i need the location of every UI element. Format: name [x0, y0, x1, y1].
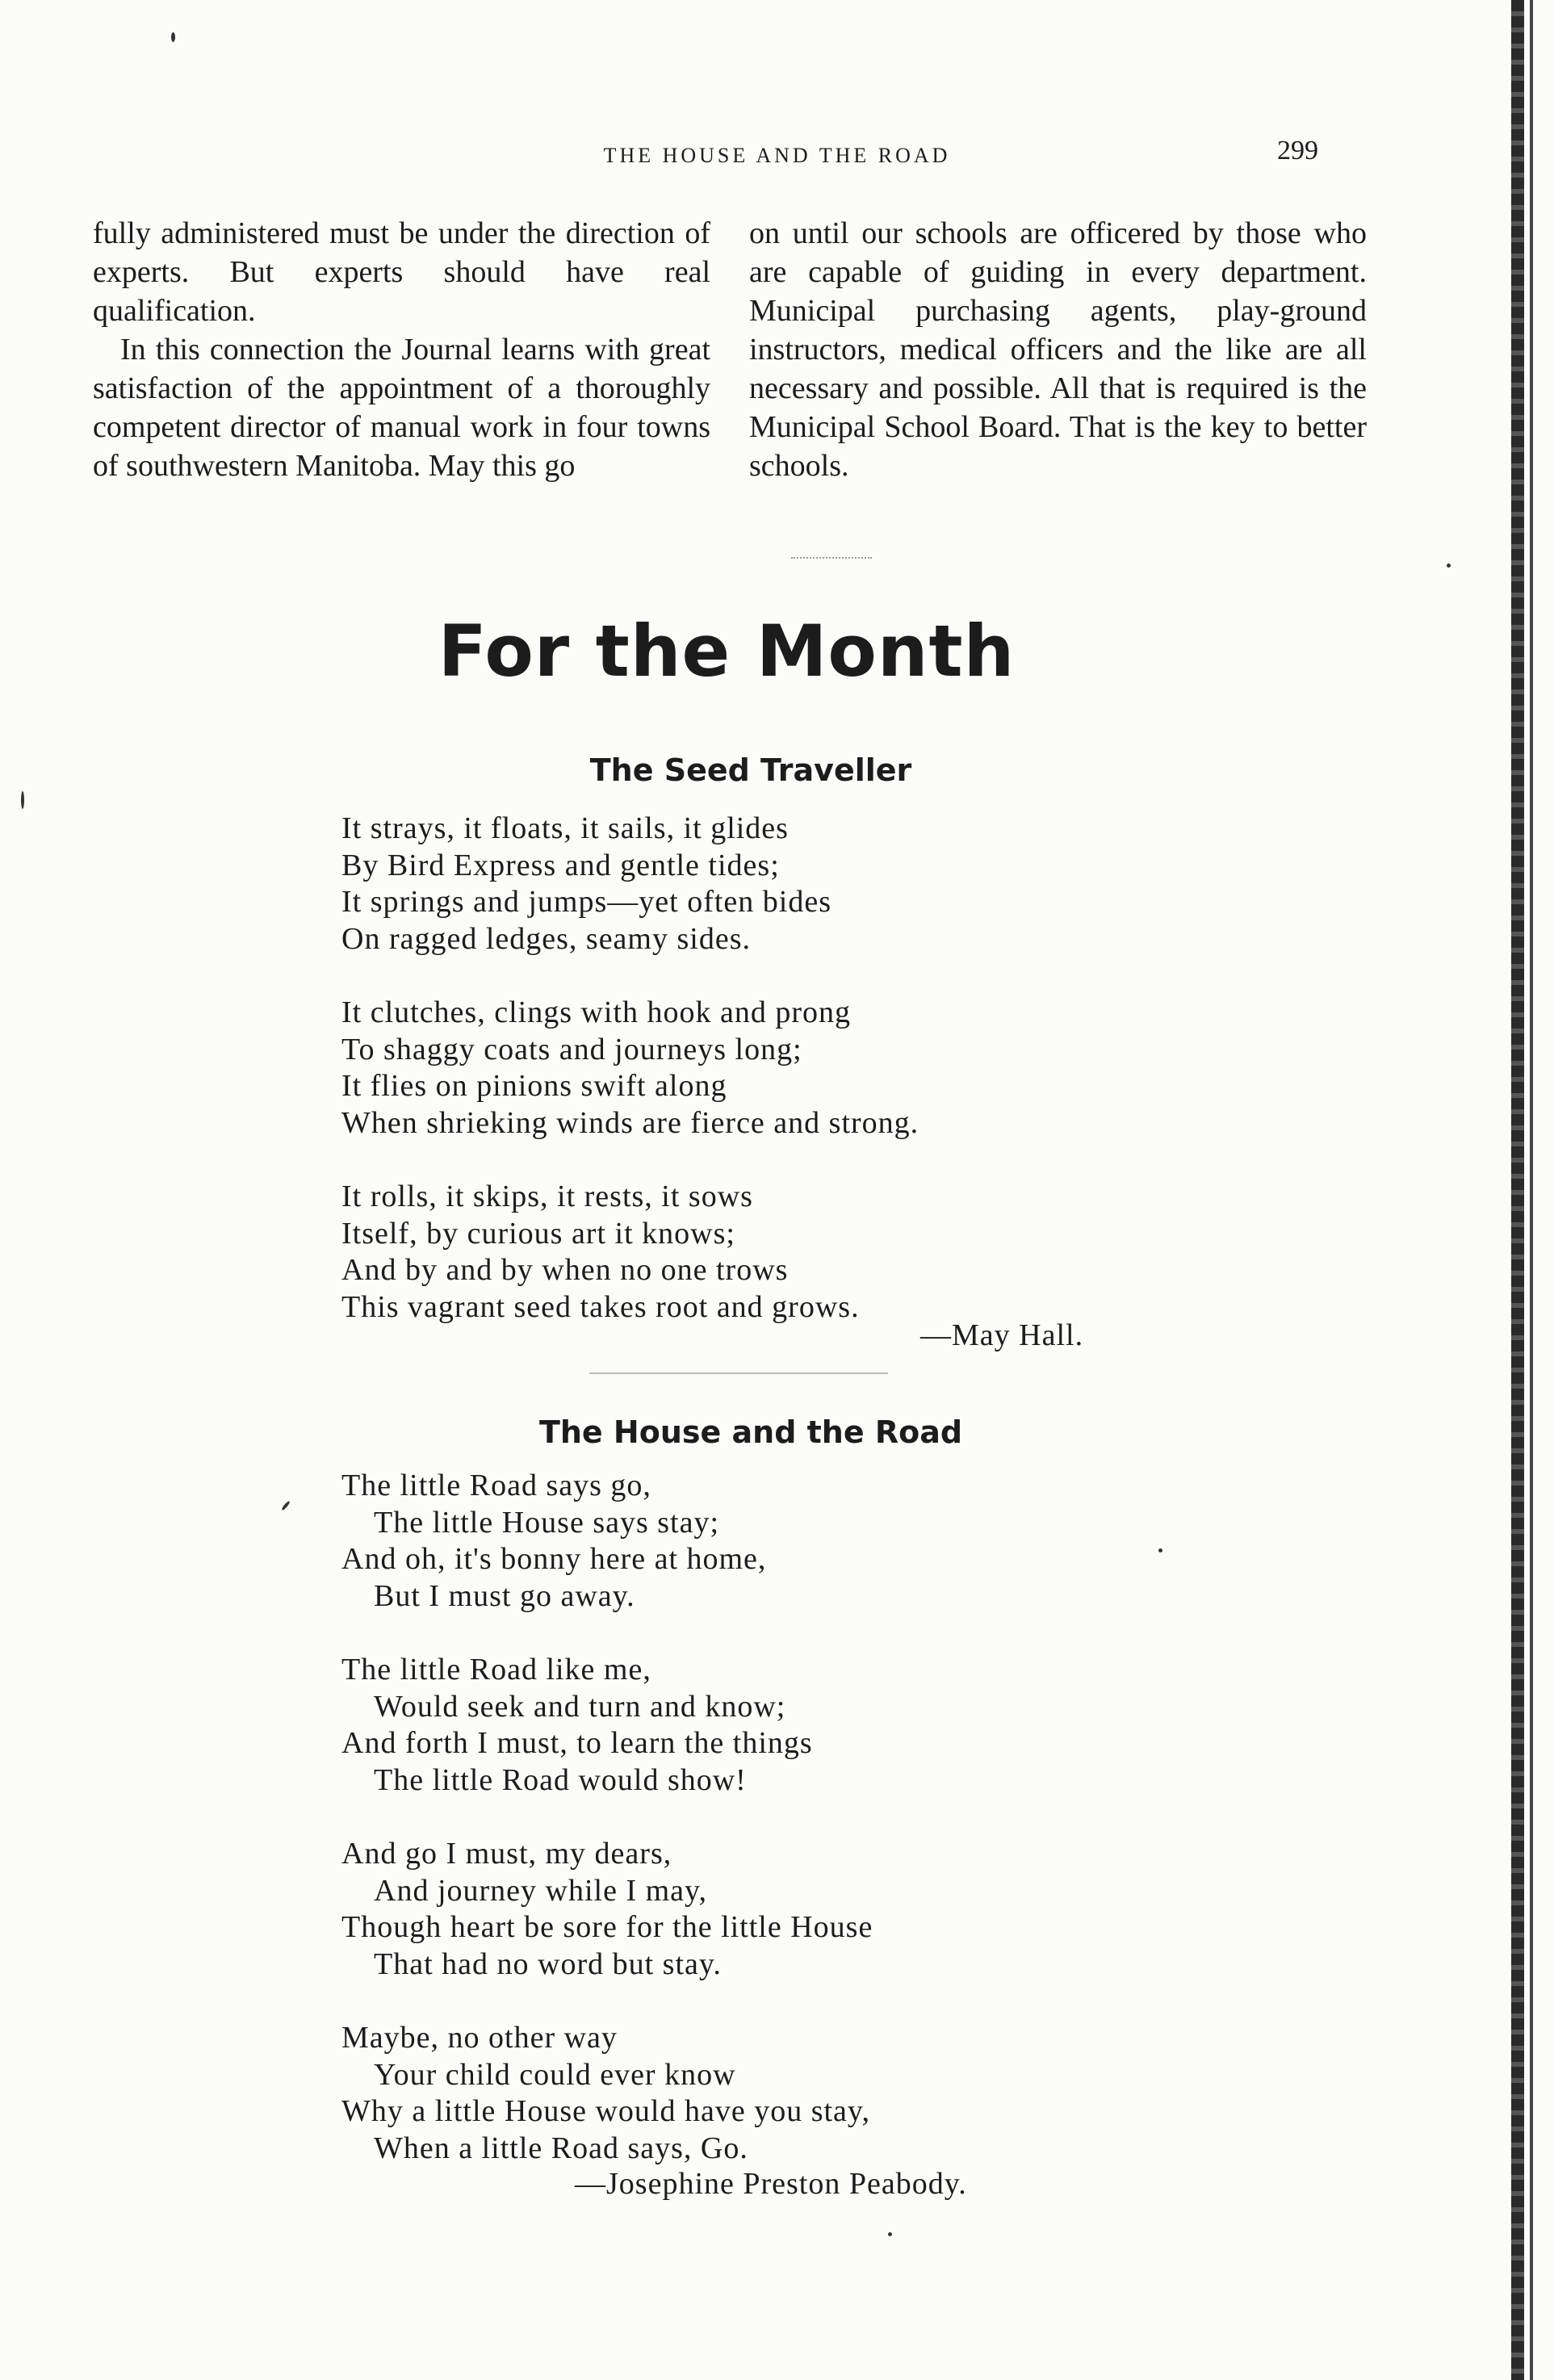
- editorial-right-column: [749, 214, 1367, 485]
- scan-speck: [171, 32, 175, 42]
- stanza: [341, 1468, 1149, 1615]
- poem-line: It flies on pinions swift along: [341, 1069, 727, 1103]
- poem-line: When a little Road says, Go.: [374, 2131, 748, 2165]
- poem-line: Why a little House would have you stay,: [341, 2094, 870, 2128]
- poem-line: The little Road would show!: [374, 1762, 747, 1797]
- poem-line: When shrieking winds are fierce and strong.: [341, 1105, 919, 1140]
- poem-line: That had no word but stay.: [374, 1946, 722, 1981]
- poem-line: And oh, it's bonny here at home,: [341, 1542, 767, 1576]
- poem-line: And journey while I may,: [374, 1873, 708, 1908]
- poem-line: By Bird Express and gentle tides;: [341, 848, 780, 882]
- section-title: For the Month: [438, 610, 1016, 693]
- editorial-left-column: [93, 214, 710, 485]
- poem-line: And by and by when no one trows: [341, 1253, 789, 1287]
- poem-line: And forth I must, to learn the things: [341, 1726, 813, 1760]
- poem-line: Maybe, no other way: [341, 2021, 618, 2055]
- binding-edge: [1511, 0, 1524, 2380]
- poem-divider: [589, 1372, 888, 1374]
- poem-body: [341, 811, 1149, 1326]
- stanza: [341, 995, 1149, 1142]
- scan-speck: [21, 791, 24, 809]
- editorial-paragraph: fully administered must be under the direction of experts. But experts should have real qualification.: [93, 216, 710, 328]
- scan-speck: [1447, 564, 1451, 568]
- poem-line: Itself, by curious art it knows;: [341, 1216, 735, 1251]
- poem-body: [341, 1468, 1149, 2167]
- binding-edge-line: [1530, 0, 1533, 2380]
- poem-line: The little Road like me,: [341, 1653, 651, 1687]
- poem-line: Though heart be sore for the little House: [341, 1910, 873, 1944]
- poem-title: The Seed Traveller: [589, 752, 912, 788]
- poem-author: —Josephine Preston Peabody.: [575, 2167, 967, 2201]
- poem-line: It springs and jumps—yet often bides: [341, 885, 831, 919]
- poem-line: And go I must, my dears,: [341, 1837, 672, 1871]
- section-divider: [791, 557, 872, 559]
- poem-line: The little House says stay;: [374, 1505, 720, 1540]
- poem-title: The House and the Road: [538, 1414, 963, 1450]
- poem-line: It clutches, clings with hook and prong: [341, 995, 852, 1029]
- stanza: [341, 1179, 1149, 1326]
- poem-author: —May Hall.: [920, 1318, 1084, 1352]
- poem-line: Would seek and turn and know;: [374, 1689, 786, 1724]
- poem-line: To shaggy coats and journeys long;: [341, 1032, 802, 1066]
- poem-line: It strays, it floats, it sails, it glides: [341, 811, 789, 845]
- stanza: [341, 2020, 1149, 2167]
- page-number: 299: [1277, 136, 1318, 166]
- scan-speck: [888, 2232, 892, 2236]
- stanza: [341, 1652, 1149, 1799]
- poem-line: This vagrant seed takes root and grows.: [341, 1289, 860, 1324]
- poem-line: The little Road says go,: [341, 1469, 651, 1502]
- stanza: [341, 1836, 1149, 1983]
- scan-speck: [281, 1500, 291, 1511]
- stanza: [341, 811, 1149, 957]
- scan-speck: [1158, 1548, 1162, 1552]
- editorial-paragraph: on until our schools are officered by those who are capable of guiding in every department. Municipal purchasing agents, play-ground instructors, medical officers and the like are all necessary and possible. All that is required is the Municipal School Board. That is the key to better schools.: [749, 216, 1367, 483]
- editorial-paragraph: In this connection the Journal learns with great satisfaction of the appointment of a thoroughly competent director of manual work in four towns of southwestern Manitoba. May this go: [93, 333, 710, 483]
- poem-line: It rolls, it skips, it rests, it sows: [341, 1180, 753, 1213]
- running-head: THE HOUSE AND THE ROAD: [603, 144, 951, 167]
- poem-line: But I must go away.: [374, 1578, 635, 1613]
- poem-line: On ragged ledges, seamy sides.: [341, 921, 751, 956]
- poem-line: Your child could ever know: [374, 2057, 736, 2092]
